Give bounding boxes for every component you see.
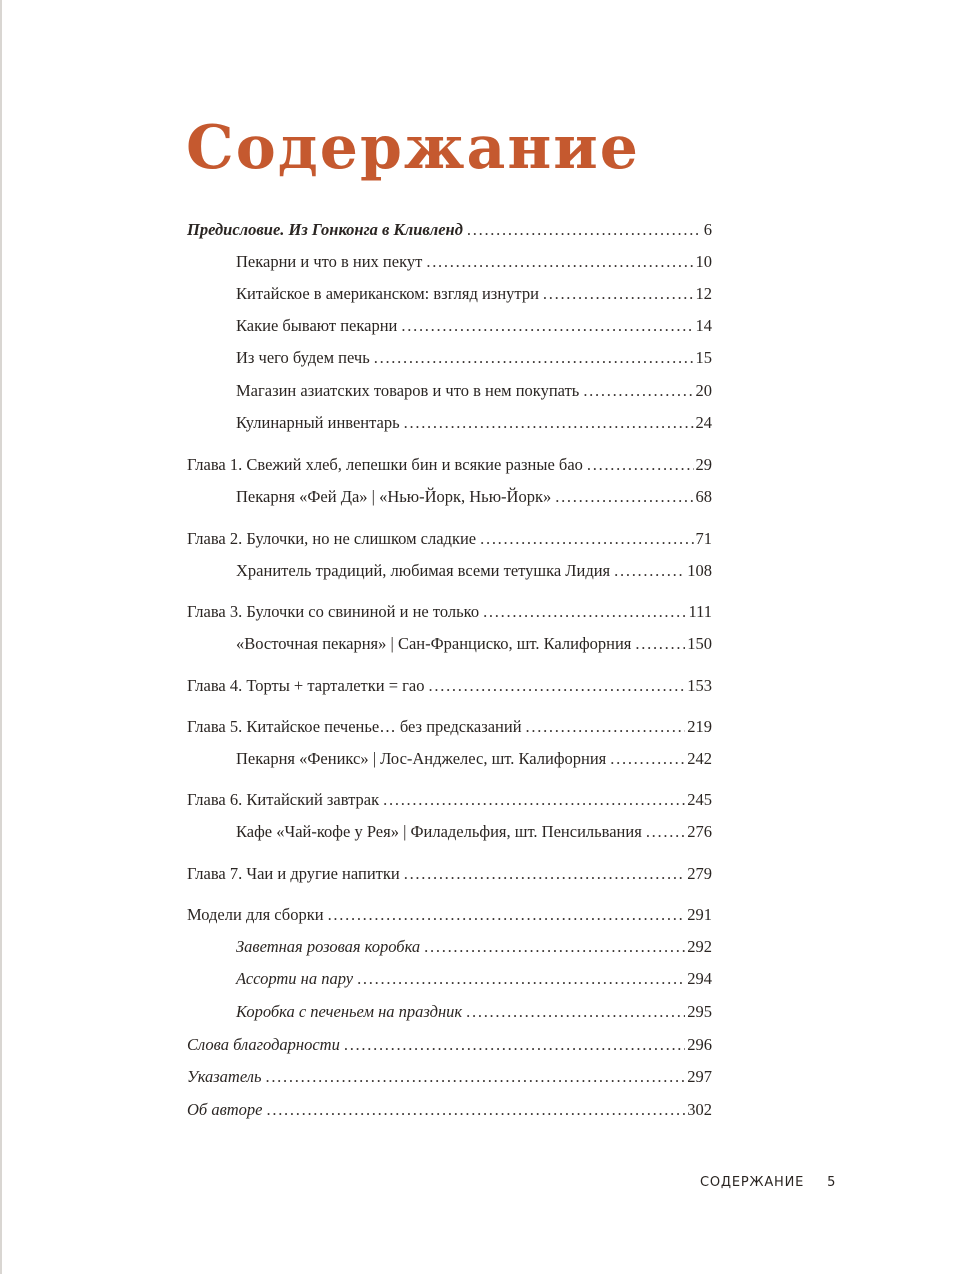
toc-entry xyxy=(187,1065,712,1089)
toc-entry xyxy=(236,411,712,435)
toc-entry-title: Глава 4. Торты + тарталетки = гао xyxy=(187,676,425,695)
toc-entry xyxy=(187,600,712,624)
toc-entry xyxy=(187,218,712,242)
toc-page-number: 295 xyxy=(687,1002,712,1021)
toc-page-number: 71 xyxy=(695,529,712,548)
toc-dot-leader xyxy=(265,1065,685,1089)
toc-page-number: 219 xyxy=(687,717,712,736)
toc-entry-title: Глава 5. Китайское печенье… без предсказаний xyxy=(187,717,522,736)
toc-entry-title: Об авторе xyxy=(187,1100,263,1119)
toc-dot-leader xyxy=(328,903,686,927)
toc-page-number: 68 xyxy=(695,487,712,506)
toc-page-number: 292 xyxy=(687,937,712,956)
toc-dot-leader xyxy=(614,559,685,583)
toc-dot-leader xyxy=(404,411,694,435)
toc-page-number: 15 xyxy=(695,348,712,367)
toc-entry xyxy=(236,632,712,656)
toc-dot-leader xyxy=(587,453,694,477)
toc-page-number: 108 xyxy=(687,561,712,580)
toc-entry-title: Из чего будем печь xyxy=(236,348,370,367)
toc-entry-title: Магазин азиатских товаров и что в нем покупать xyxy=(236,381,580,400)
toc-entry-title: Указатель xyxy=(187,1067,262,1086)
toc-dot-leader xyxy=(424,935,685,959)
toc-dot-leader xyxy=(483,600,686,624)
toc-entry xyxy=(236,820,712,844)
toc-dot-leader xyxy=(401,314,693,338)
toc-dot-leader xyxy=(526,715,686,739)
toc-entry-title: Глава 1. Свежий хлеб, лепешки бин и всякие разные бао xyxy=(187,455,583,474)
toc-entry xyxy=(236,747,712,771)
toc-page-number: 276 xyxy=(687,822,712,841)
toc-entry xyxy=(187,1033,712,1057)
toc-page-number: 242 xyxy=(687,749,712,768)
page-title: Содержание xyxy=(186,113,640,183)
toc-dot-leader xyxy=(374,346,694,370)
toc-page-number: 29 xyxy=(695,455,712,474)
page-edge xyxy=(0,0,2,1274)
toc-page-number: 24 xyxy=(695,413,712,432)
toc-entry-title: Пекарня «Фей Да» | «Нью-Йорк, Нью-Йорк» xyxy=(236,487,552,506)
toc-page-number: 297 xyxy=(687,1067,712,1086)
toc-page-number: 6 xyxy=(703,220,712,239)
toc-dot-leader xyxy=(635,632,685,656)
toc-page-number: 20 xyxy=(695,381,712,400)
toc-entry xyxy=(236,250,712,274)
toc-entry xyxy=(187,453,712,477)
toc-entry xyxy=(187,788,712,812)
toc-page-number: 279 xyxy=(687,864,712,883)
toc-dot-leader xyxy=(480,527,693,551)
running-footer xyxy=(700,1175,837,1190)
toc-dot-leader xyxy=(404,862,686,886)
toc-entry xyxy=(187,1098,712,1122)
toc-entry xyxy=(187,527,712,551)
toc-entry xyxy=(236,485,712,509)
toc-entry-title: Кафе «Чай-кофе у Рея» | Филадельфия, шт. Пенсильвания xyxy=(236,822,642,841)
toc-entry xyxy=(236,314,712,338)
toc-dot-leader xyxy=(543,282,694,306)
toc-entry-title: Пекарня «Феникс» | Лос-Анджелес, шт. Калифорния xyxy=(236,749,607,768)
toc-entry-title: Пекарни и что в них пекут xyxy=(236,252,423,271)
toc-entry xyxy=(187,715,712,739)
toc-entry xyxy=(236,346,712,370)
toc-page-number: 10 xyxy=(695,252,712,271)
toc-entry xyxy=(187,862,712,886)
toc-entry-title: «Восточная пекарня» | Сан-Франциско, шт. Калифорния xyxy=(236,634,632,653)
toc-dot-leader xyxy=(610,747,685,771)
toc-entry-title: Заветная розовая коробка xyxy=(236,937,421,956)
toc-entry-title: Глава 6. Китайский завтрак xyxy=(187,790,380,809)
toc-page-number: 14 xyxy=(695,316,712,335)
toc-page-number: 245 xyxy=(687,790,712,809)
toc-page-number: 12 xyxy=(695,284,712,303)
toc-page-number: 296 xyxy=(687,1035,712,1054)
toc-dot-leader xyxy=(426,250,693,274)
toc-entry xyxy=(187,903,712,927)
toc-entry-title: Китайское в американском: взгляд изнутри xyxy=(236,284,539,303)
toc-entry xyxy=(236,935,712,959)
toc-page-number: 291 xyxy=(687,905,712,924)
toc-entry-title: Ассорти на пару xyxy=(236,969,354,988)
toc-page-number: 111 xyxy=(688,602,712,621)
toc-entry xyxy=(236,282,712,306)
toc-entry-title: Коробка с печеньем на праздник xyxy=(236,1002,463,1021)
toc-page-number: 302 xyxy=(687,1100,712,1119)
toc-dot-leader xyxy=(466,1000,685,1024)
toc-entry xyxy=(187,674,712,698)
toc-page-number: 153 xyxy=(687,676,712,695)
toc-dot-leader xyxy=(344,1033,685,1057)
toc-entry-title: Глава 3. Булочки со свининой и не только xyxy=(187,602,480,621)
toc-dot-leader xyxy=(357,967,685,991)
toc-entry xyxy=(236,967,712,991)
toc-entry xyxy=(236,559,712,583)
toc-entry-title: Слова благодарности xyxy=(187,1035,340,1054)
toc-dot-leader xyxy=(583,379,693,403)
toc-entry-title: Какие бывают пекарни xyxy=(236,316,398,335)
footer-section-title: СОДЕРЖАНИЕ xyxy=(700,1175,805,1190)
toc-dot-leader xyxy=(429,674,686,698)
toc-dot-leader xyxy=(555,485,693,509)
toc-dot-leader xyxy=(467,218,702,242)
toc-entry-title: Предисловие. Из Гонконга в Кливленд xyxy=(187,220,463,239)
toc-entry-title: Хранитель традиций, любимая всеми тетушка Лидия xyxy=(236,561,611,580)
toc-dot-leader xyxy=(383,788,685,812)
toc-entry-title: Глава 7. Чаи и другие напитки xyxy=(187,864,400,883)
toc-entry xyxy=(236,1000,712,1024)
toc-page-number: 294 xyxy=(687,969,712,988)
toc-entry xyxy=(236,379,712,403)
toc-page-number: 150 xyxy=(687,634,712,653)
footer-page-number: 5 xyxy=(827,1175,837,1190)
toc-entry-title: Модели для сборки xyxy=(187,905,324,924)
toc-dot-leader xyxy=(267,1098,686,1122)
toc-entry-title: Глава 2. Булочки, но не слишком сладкие xyxy=(187,529,477,548)
toc-entry-title: Кулинарный инвентарь xyxy=(236,413,400,432)
toc-dot-leader xyxy=(646,820,685,844)
